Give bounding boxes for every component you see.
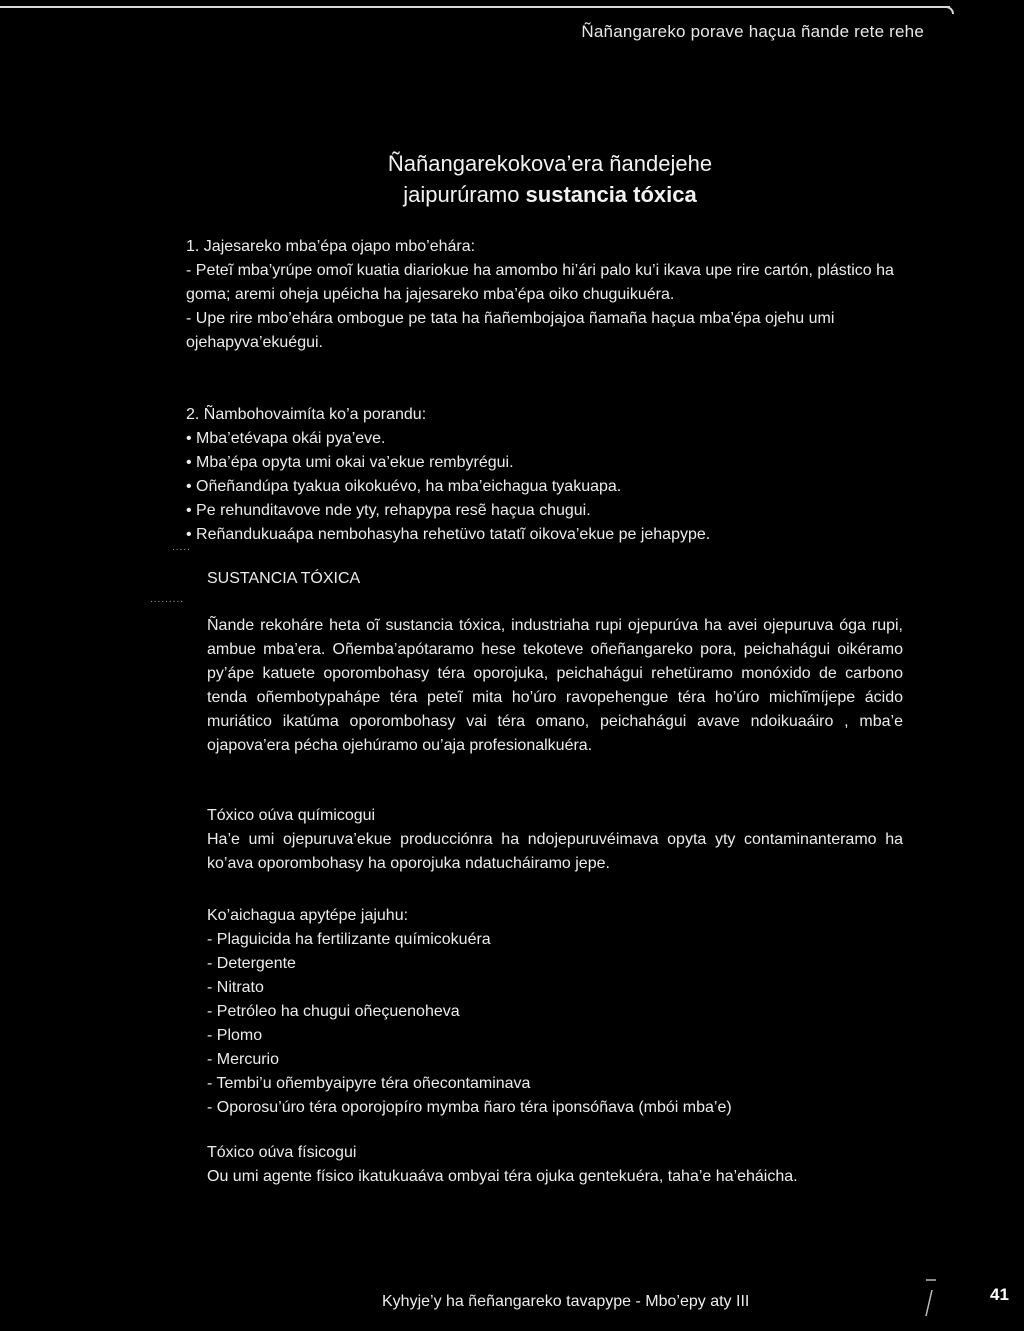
question-item: • Oñeñandúpa tyakua oikokuévo, ha mba’eichagua tyakuapa. — [186, 478, 622, 495]
physical-toxic-text: Ou umi agente físico ikatukuaáva ombyai téra ojuka gentekuéra, taha’e ha’eháicha. — [207, 1168, 798, 1185]
section-1 — [186, 235, 906, 355]
list-item: - Detergente — [207, 955, 296, 972]
title-line-2-bold: sustancia tóxica — [525, 182, 697, 207]
title-line-2 — [0, 179, 1024, 210]
box-title: SUSTANCIA TÓXICA — [207, 570, 361, 587]
page-number: 41 — [990, 1285, 1009, 1304]
section-1-paragraph-1: - Peteĩ mba’yrúpe omoĩ kuatia diariokue ha amombo hi’ári palo ku’i ikava upe rire cartón, plástico ha goma; aremi oheja upéicha ha jajesareko mba’épa oiko chuguikuéra. — [186, 262, 894, 303]
box-paragraph-text: Ñande rekoháre heta oĩ sustancia tóxica, industriaha rupi ojepurúva ha avei ojepuruva óga rupi, ambue mba’era. Oñemba’apótaramo hese tekoteve oñeñangareko pora, peichahágui oikéramo py’ápe katuete oporombohasy téra oporojuka, peichahágui rehetüramo monóxido de carbono tenda oñembotypahápe téra peteĩ mita ho’úro ravopehengue téra ho’úro michĩmíjepe ácido muriático ikatúma oporombohasy vai téra omano, peichahágui avave ndoikuaáiro , mba’e ojapova’era pécha ojehúramo ou’aja profesionalkuéra. — [207, 617, 903, 754]
dotted-marker-1: ..... — [172, 542, 191, 553]
title-line-2-prefix: jaipurúramo — [403, 182, 526, 207]
toxic-list-heading: Ko’aichagua apytépe jajuhu: — [207, 907, 409, 924]
list-item: - Tembi’u oñembyaipyre téra oñecontaminava — [207, 1075, 531, 1092]
list-item: - Petróleo ha chugui oñeçuenoheva — [207, 1003, 460, 1020]
section-1-paragraph-2: - Upe rire mbo’ehára ombogue pe tata ha ñañembojajoa ñamaña haçua mba’épa ojehu umi ojehapyva’ekuégui. — [186, 310, 835, 351]
section-1-heading: 1. Jajesareko mba’épa ojapo mbo’ehára: — [186, 238, 476, 255]
chemical-toxic-heading: Tóxico oúva químicogui — [207, 807, 376, 824]
section-2-heading: 2. Ñambohovaimíta ko’a porandu: — [186, 406, 427, 423]
chemical-toxic-section — [207, 804, 903, 876]
physical-toxic-heading: Tóxico oúva físicogui — [207, 1144, 357, 1161]
chemical-toxic-text: Ha’e umi ojepuruva’ekue producciónra ha ndojepuruvéimava opyta yty contaminanteramo ha ko’ava oporombohasy ha oporojuka ndatucháiramo jepe. — [207, 831, 903, 872]
question-item: • Pe rehunditavove nde yty, rehapypa resẽ haçua chugui. — [186, 502, 591, 519]
list-item: - Oporosu’úro téra oporojopíro mymba ñaro téra iponsóñava (mbói mba’e) — [207, 1099, 732, 1116]
list-item: - Mercurio — [207, 1051, 280, 1068]
top-rule — [0, 6, 950, 8]
question-item: • Reñandukuaápa nembohasyha rehetüvo tatatĩ oikova’ekue pe jehapype. — [186, 526, 711, 543]
running-header: Ñañangareko porave haçua ñande rete rehe — [581, 22, 924, 41]
footer-text: Kyhyje’y ha ñeñangareko tavapype - Mbo’epy aty III — [382, 1293, 750, 1310]
box-paragraph — [207, 614, 903, 758]
list-item: - Plomo — [207, 1027, 263, 1044]
list-item: - Plaguicida ha fertilizante químicokuéra — [207, 931, 491, 948]
list-item: - Nitrato — [207, 979, 264, 996]
dotted-marker-2: ......... — [150, 594, 185, 605]
physical-toxic-section — [207, 1141, 903, 1189]
page-title — [0, 148, 1024, 210]
footer-slash-ornament — [920, 1278, 940, 1318]
top-rule-corner — [940, 6, 954, 14]
section-2 — [186, 403, 906, 547]
toxic-list-section — [207, 904, 903, 1120]
question-item: • Mba’etévapa okái pya’eve. — [186, 430, 386, 447]
title-line-1: Ñañangarekokova’era ñandejehe — [387, 151, 713, 176]
question-item: • Mba’épa opyta umi okai va’ekue rembyrégui. — [186, 454, 514, 471]
